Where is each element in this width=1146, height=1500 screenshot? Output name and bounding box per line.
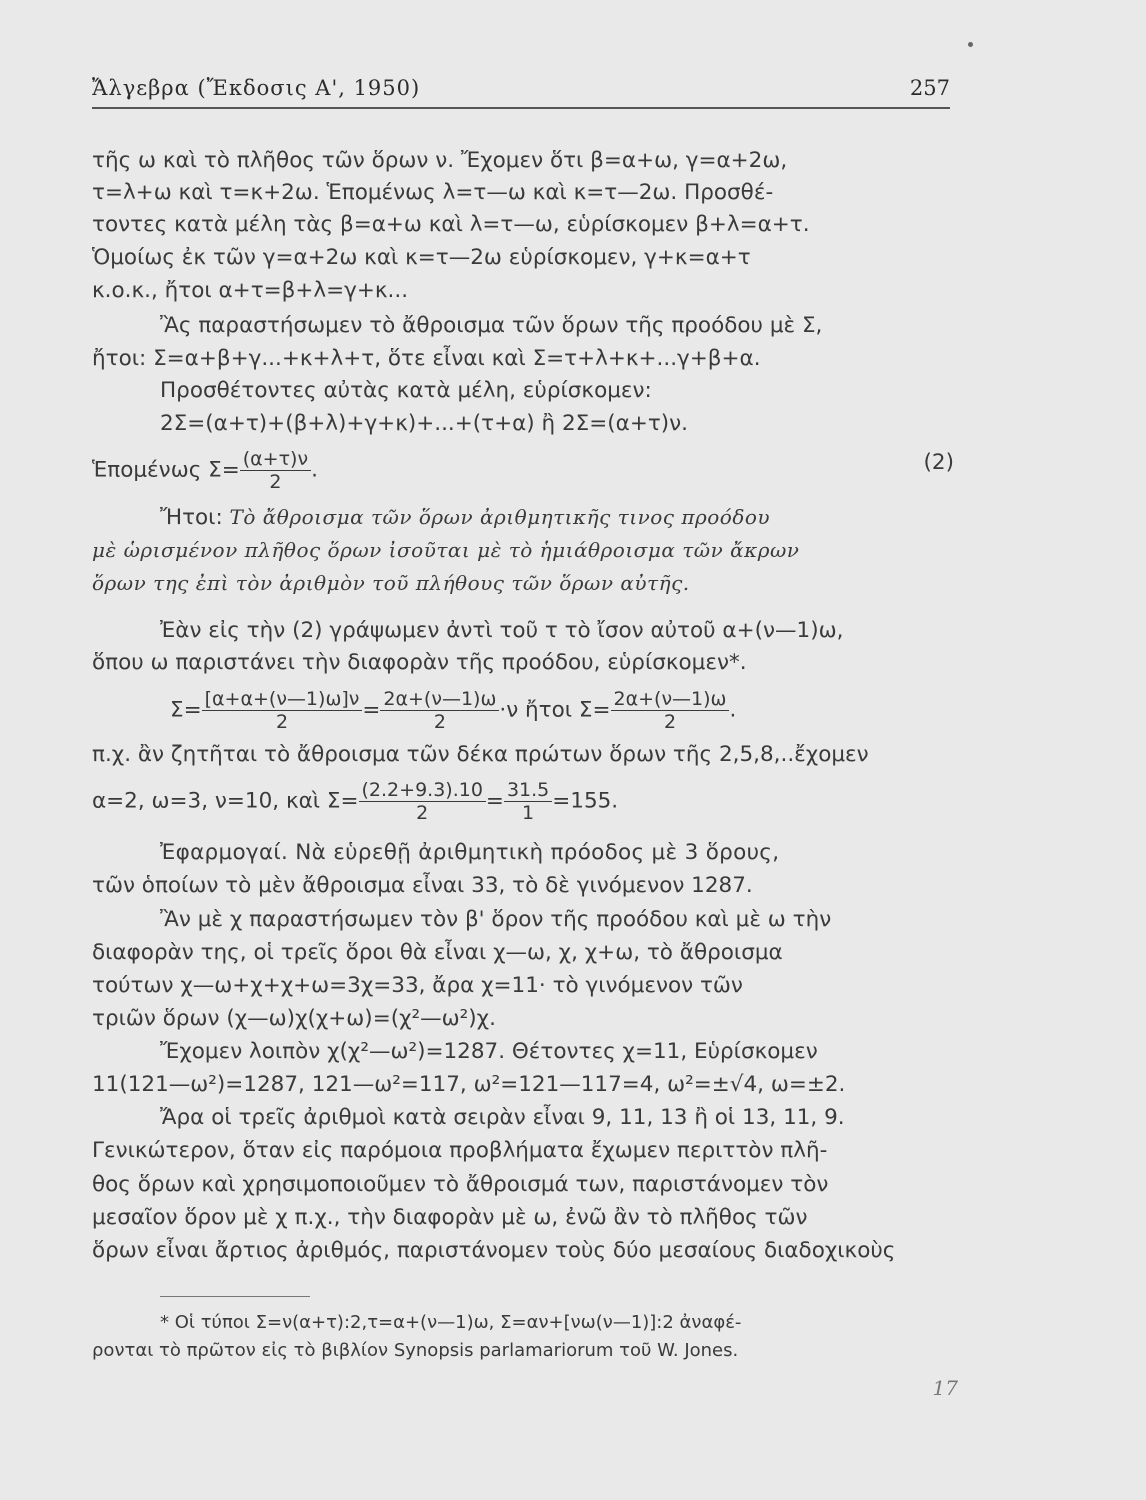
theorem-lead: Ἤτοι: [160, 505, 230, 530]
fraction-denominator: 2 [433, 711, 446, 733]
fraction-denominator: 2 [269, 471, 282, 493]
text-line: Γενικώτερον, ὅταν εἰς παρόμοια προβλήματα ἔχωμεν περιττὸν πλῆ- [92, 1138, 828, 1163]
theorem-line: ὅρων της ἐπὶ τὸν ἀριθμὸν τοῦ πλήθους τῶν ὅρων αὐτῆς. [92, 571, 690, 595]
text-line: Προσθέτοντες αὐτὰς κατὰ μέλη, εὑρίσκομεν: [160, 378, 652, 403]
text-line: θος ὅρων καὶ χρησιμοποιοῦμεν τὸ ἄθροισμά των, παριστάνομεν τὸν [92, 1172, 829, 1197]
text-line: Ἐὰν εἰς τὴν (2) γράψωμεν ἀντὶ τοῦ τ τὸ ἴσον αὐτοῦ α+(ν—1)ω, [160, 618, 844, 643]
text-line: τούτων χ—ω+χ+χ+ω=3χ=33, ἄρα χ=11· τὸ γινόμενον τῶν [92, 973, 743, 998]
formula-text: = [362, 697, 381, 723]
formula-text: Σ= [170, 697, 202, 723]
text-line: μεσαῖον ὅρον μὲ χ π.χ., τὴν διαφορὰν μὲ ω, ἐνῶ ἂν τὸ πλῆθος τῶν [92, 1205, 808, 1230]
theorem-line [160, 502, 960, 533]
text-line: ὅπου ω παριστάνει τὴν διαφορὰν τῆς προόδου, εὑρίσκομεν*. [92, 650, 747, 675]
fraction-denominator: 2 [275, 711, 289, 733]
text-line: ὅρων εἶναι ἄρτιος ἀριθμός, παριστάνομεν τοὺς δύο μεσαίους διαδοχικοὺς [92, 1238, 896, 1263]
text-line: τοντες κατὰ μέλη τὰς β=α+ω καὶ λ=τ—ω, εὑρίσκομεν β+λ=α+τ. [92, 212, 810, 237]
text-line: Ἂς παραστήσωμεν τὸ ἄθροισμα τῶν ὅρων τῆς προόδου μὲ Σ, [160, 313, 823, 338]
formula-text: . [311, 457, 318, 483]
formula-text: α=2, ω=3, ν=10, καὶ Σ= [92, 788, 359, 814]
fraction [359, 779, 486, 824]
print-speck [968, 42, 973, 47]
header-rule [92, 107, 950, 109]
fraction [611, 688, 730, 733]
fraction [504, 779, 552, 824]
text-line: Ἔχομεν λοιπὸν χ(χ²—ω²)=1287. Θέτοντες χ=11, Εὑρίσκομεν [160, 1039, 818, 1064]
equation-number: (2) [923, 450, 954, 475]
text-line: Ἂν μὲ χ παραστήσωμεν τὸν β' ὅρον τῆς προόδου καὶ μὲ ω τὴν [160, 907, 832, 932]
fraction-numerator: (α+τ)ν [240, 448, 311, 471]
formula-text: Ἑπομένως Σ= [92, 457, 240, 483]
fraction-numerator: 2α+(ν—1)ω [611, 688, 730, 711]
theorem-line: μὲ ὡρισμένον πλῆθος ὅρων ἰσοῦται μὲ τὸ ἡμιάθροισμα τῶν ἄκρων [92, 538, 800, 562]
header-title: Ἄλγεβρα (Ἔκδοσις Α', 1950) [92, 76, 421, 100]
text-line: π.χ. ἂν ζητῆται τὸ ἄθροισμα τῶν δέκα πρώτων ὅρων τῆς 2,5,8,..ἔχομεν [92, 742, 869, 767]
fraction-denominator: 2 [663, 711, 677, 733]
fraction [202, 688, 363, 733]
fraction [380, 688, 499, 733]
signature-mark: 17 [932, 1376, 958, 1400]
formula-text: ·ν ἤτοι Σ= [499, 697, 611, 723]
text-line: τῶν ὁποίων τὸ μὲν ἄθροισμα εἶναι 33, τὸ δὲ γινόμενον 1287. [92, 873, 753, 898]
fraction-numerator: [α+α+(ν—1)ω]ν [202, 688, 363, 711]
footnote-line: ρονται τὸ πρῶτον εἰς τὸ βιβλίον Synopsis parlamariorum τοῦ W. Jones. [92, 1340, 739, 1361]
footnote-rule [160, 1296, 310, 1297]
fraction-numerator: 31.5 [504, 779, 552, 802]
text-line: τριῶν ὅρων (χ—ω)χ(χ+ω)=(χ²—ω²)χ. [92, 1006, 496, 1031]
text-line: ἤτοι: Σ=α+β+γ...+κ+λ+τ, ὅτε εἶναι καὶ Σ=τ+λ+κ+...γ+β+α. [92, 346, 761, 371]
formula-text: . [729, 697, 737, 723]
fraction-denominator: 2 [416, 802, 429, 824]
fraction [240, 448, 311, 493]
fraction-numerator: 2α+(ν—1)ω [380, 688, 499, 711]
section-heading-line: Ἐφαρμογαί. Νὰ εὑρεθῇ ἀριθμητικὴ πρόοδος μὲ 3 ὅρους, [160, 840, 780, 865]
text-line: Ἄρα οἱ τρεῖς ἀριθμοὶ κατὰ σειρὰν εἶναι 9, 11, 13 ἢ οἱ 13, 11, 9. [160, 1105, 845, 1130]
formula-text: =155. [552, 788, 619, 814]
formula-line [170, 688, 1042, 733]
formula-line [92, 779, 964, 824]
text-line: Ὁμοίως ἐκ τῶν γ=α+2ω καὶ κ=τ—2ω εὑρίσκομεν, γ+κ=α+τ [92, 245, 751, 270]
fraction-denominator: 1 [522, 802, 535, 824]
fraction-numerator: (2.2+9.3).10 [359, 779, 486, 802]
footnote-line: * Οἱ τύποι Σ=ν(α+τ):2,τ=α+(ν—1)ω, Σ=αν+[νω(ν—1)]:2 ἀναφέ- [160, 1312, 742, 1333]
theorem-text: Τὸ ἄθροισμα τῶν ὅρων ἀριθμητικῆς τινος προόδου [229, 505, 771, 529]
formula-line [92, 448, 964, 493]
running-header [92, 74, 950, 108]
text-line: τ=λ+ω καὶ τ=κ+2ω. Ἑπομένως λ=τ—ω καὶ κ=τ—2ω. Προσθέ- [92, 180, 774, 205]
text-line: 11(121—ω²)=1287, 121—ω²=117, ω²=121—117=4, ω²=±√4, ω=±2. [92, 1072, 846, 1097]
text-line: κ.ο.κ., ἤτοι α+τ=β+λ=γ+κ... [92, 278, 409, 303]
text-line: 2Σ=(α+τ)+(β+λ)+γ+κ)+...+(τ+α) ἢ 2Σ=(α+τ)ν. [160, 411, 689, 436]
text-line: τῆς ω καὶ τὸ πλῆθος τῶν ὅρων ν. Ἔχομεν ὅτι β=α+ω, γ=α+2ω, [92, 148, 788, 173]
text-line: διαφορὰν της, οἱ τρεῖς ὅροι θὰ εἶναι χ—ω, χ, χ+ω, τὸ ἄθροισμα [92, 940, 783, 965]
page-number: 257 [909, 76, 950, 100]
formula-text: = [485, 788, 504, 814]
